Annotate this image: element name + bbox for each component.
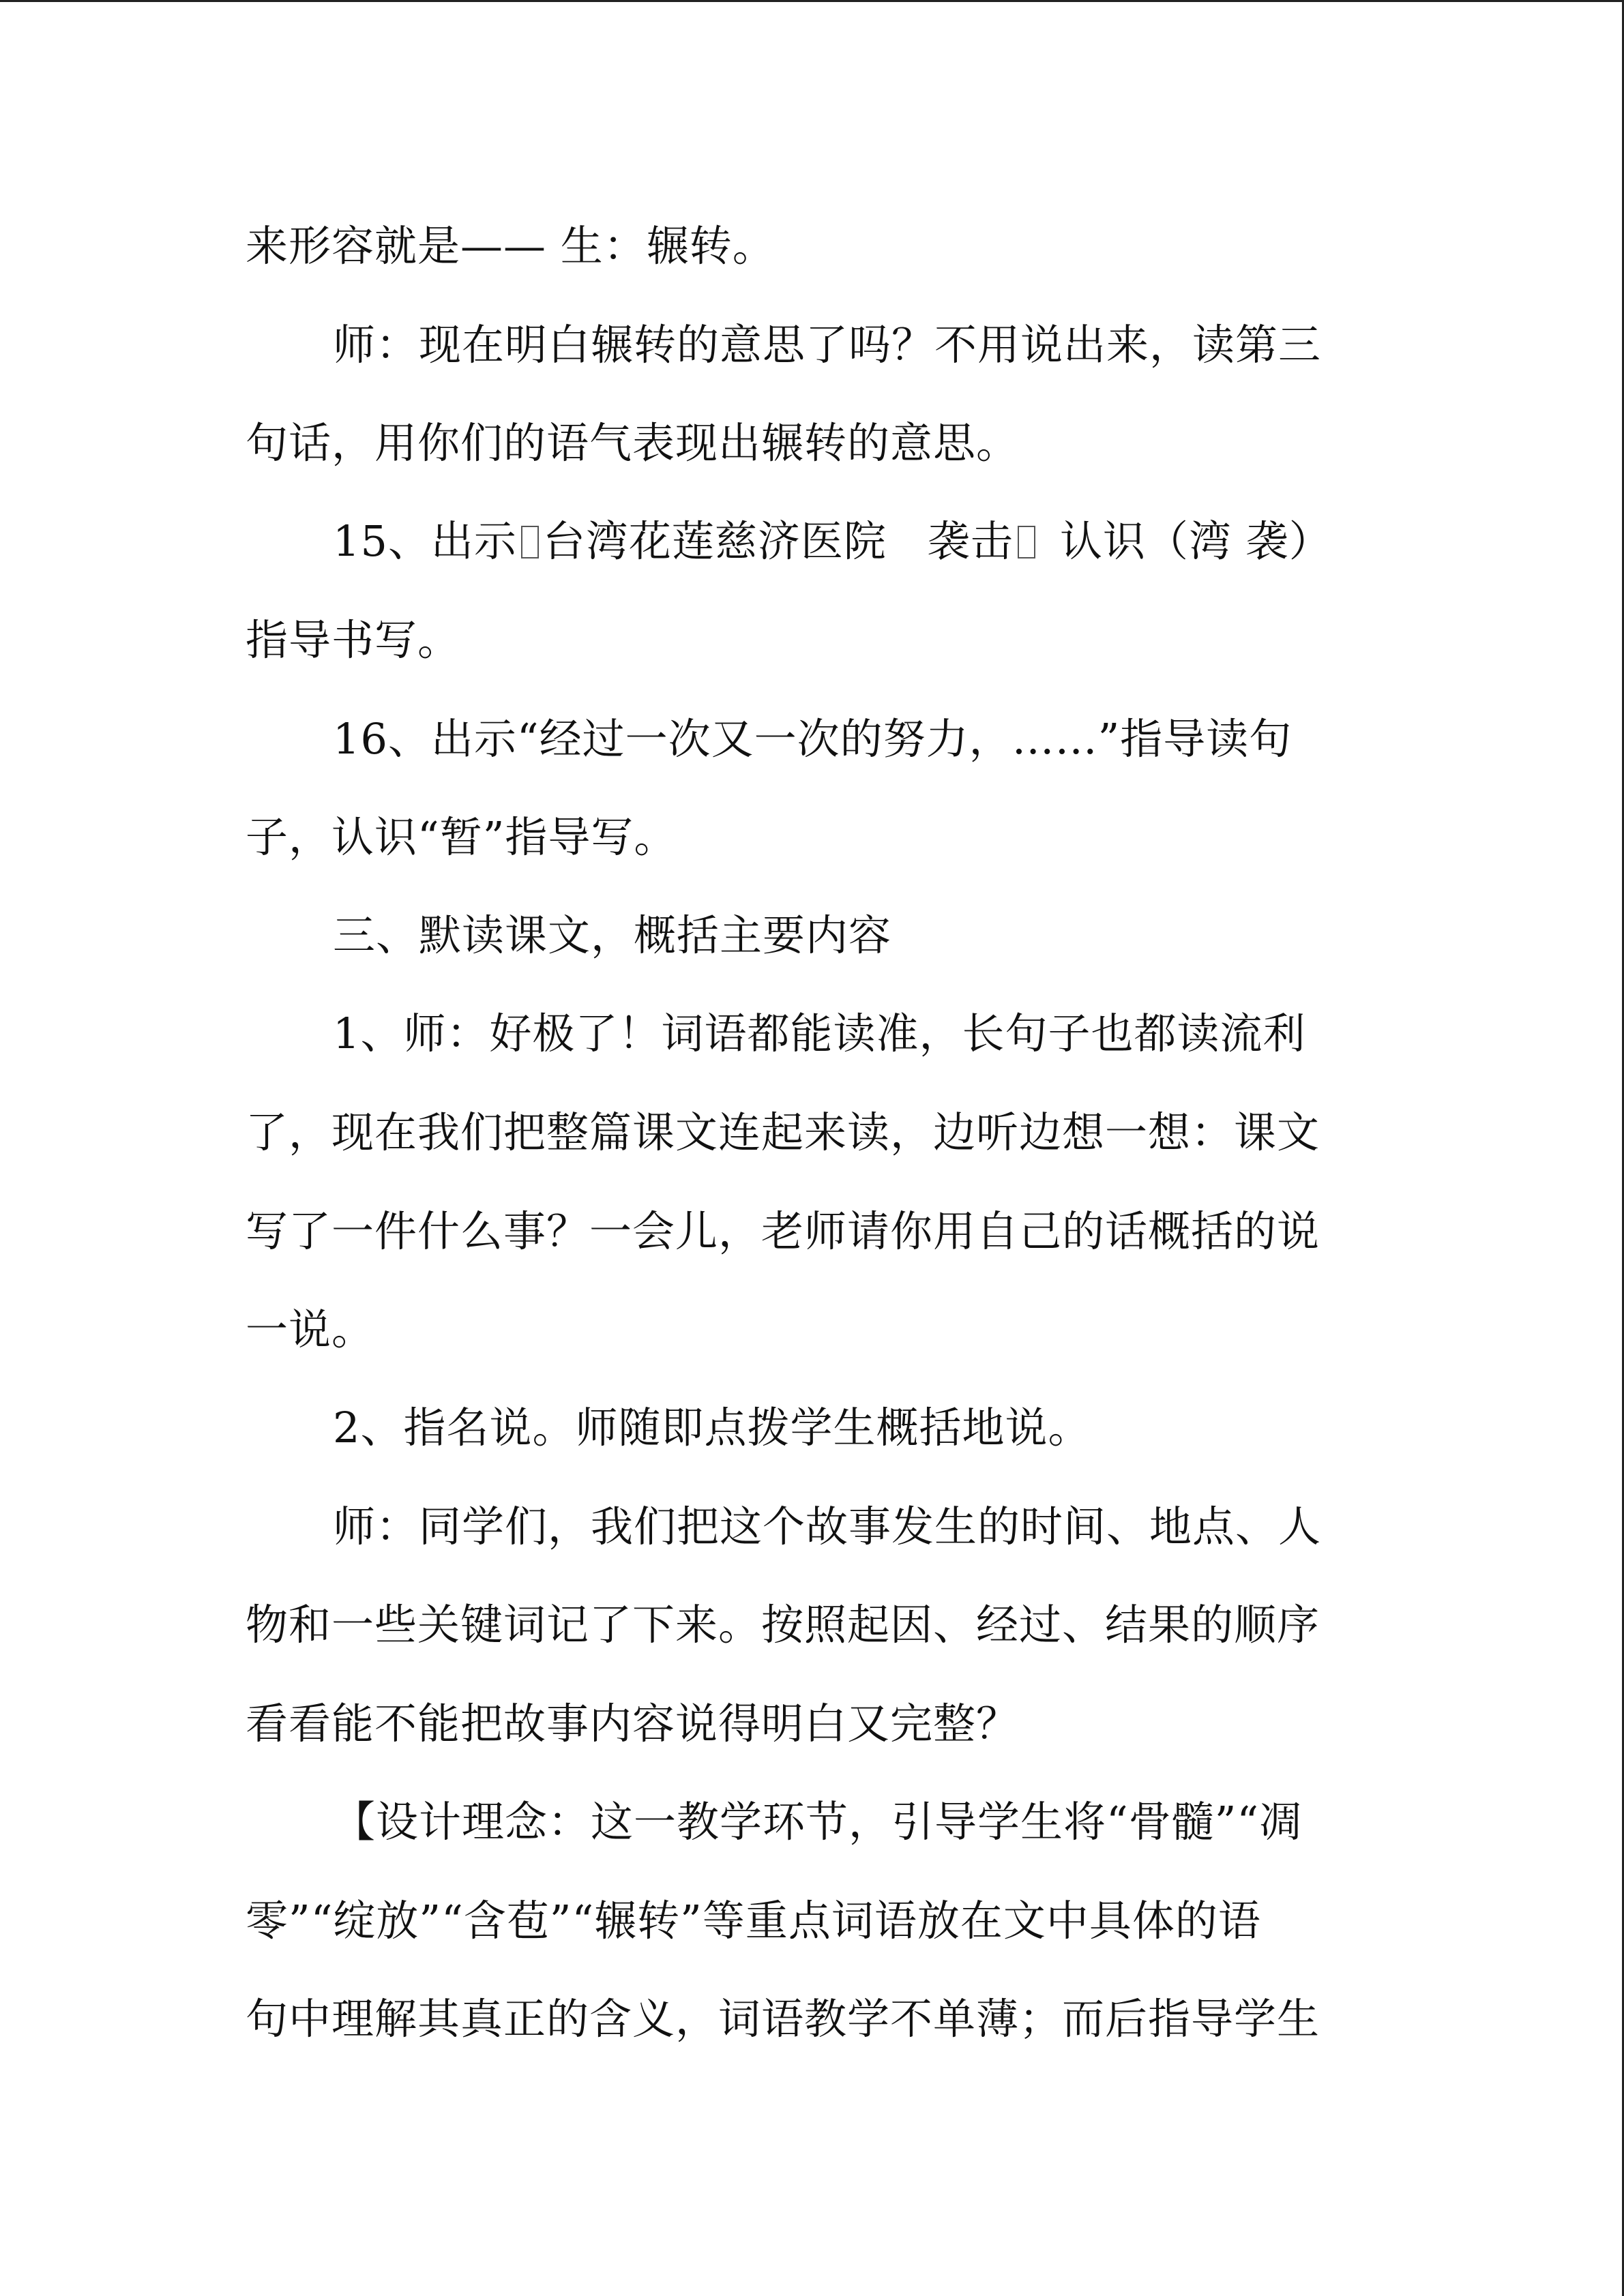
text-line: 来形容就是—— 生：辗转。 <box>246 221 776 271</box>
text-line: 写了一件什么事？一会儿，老师请你用自己的话概括的说 <box>246 1206 1320 1256</box>
text-line: 句话，用你们的语气表现出辗转的意思。 <box>246 418 1020 468</box>
item-15-recognize: 认识（湾 袭） <box>1059 516 1332 566</box>
text-line: 2、指名说。师随即点拨学生概括地说。 <box>333 1403 1091 1452</box>
text-line: 16、出示“经过一次又一次的努力，……”指导读句 <box>333 714 1293 764</box>
page-border-top <box>0 0 1624 2</box>
text-line: 指导书写。 <box>246 615 461 665</box>
text-line: 物和一些关键词记了下来。按照起因、经过、结果的顺序 <box>246 1600 1320 1650</box>
text-line: 子，认识“暂”指导写。 <box>246 812 677 862</box>
missing-glyph-box <box>521 526 539 558</box>
section-heading: 三、默读课文，概括主要内容 <box>333 910 892 960</box>
missing-glyph-box <box>1018 526 1035 558</box>
text-line: 句中理解其真正的含义，词语教学不单薄；而后指导学生 <box>246 1994 1320 2044</box>
text-line: 【设计理念：这一教学环节，引导学生将“骨髓”“凋 <box>333 1797 1303 1847</box>
text-line: 零”“绽放”“含苞”“辗转”等重点词语放在文中具体的语 <box>246 1896 1261 1945</box>
text-line: 了，现在我们把整篇课文连起来读，边听边想一想：课文 <box>246 1107 1320 1157</box>
item-15-hospital: 台湾花莲慈济医院 <box>542 516 887 566</box>
text-line: 一说。 <box>246 1304 375 1354</box>
text-line: 师：现在明白辗转的意思了吗？不用说出来，读第三 <box>333 320 1322 370</box>
text-line <box>333 517 1332 566</box>
item-15-attack: 袭击 <box>927 516 1014 566</box>
text-line: 师：同学们，我们把这个故事发生的时间、地点、人 <box>333 1502 1322 1551</box>
text-line: 1、师：好极了！词语都能读准，长句子也都读流利 <box>333 1009 1306 1058</box>
text-line: 看看能不能把故事内容说得明白又完整？ <box>246 1699 1020 1748</box>
item-15-prefix: 15、出示 <box>333 516 517 566</box>
